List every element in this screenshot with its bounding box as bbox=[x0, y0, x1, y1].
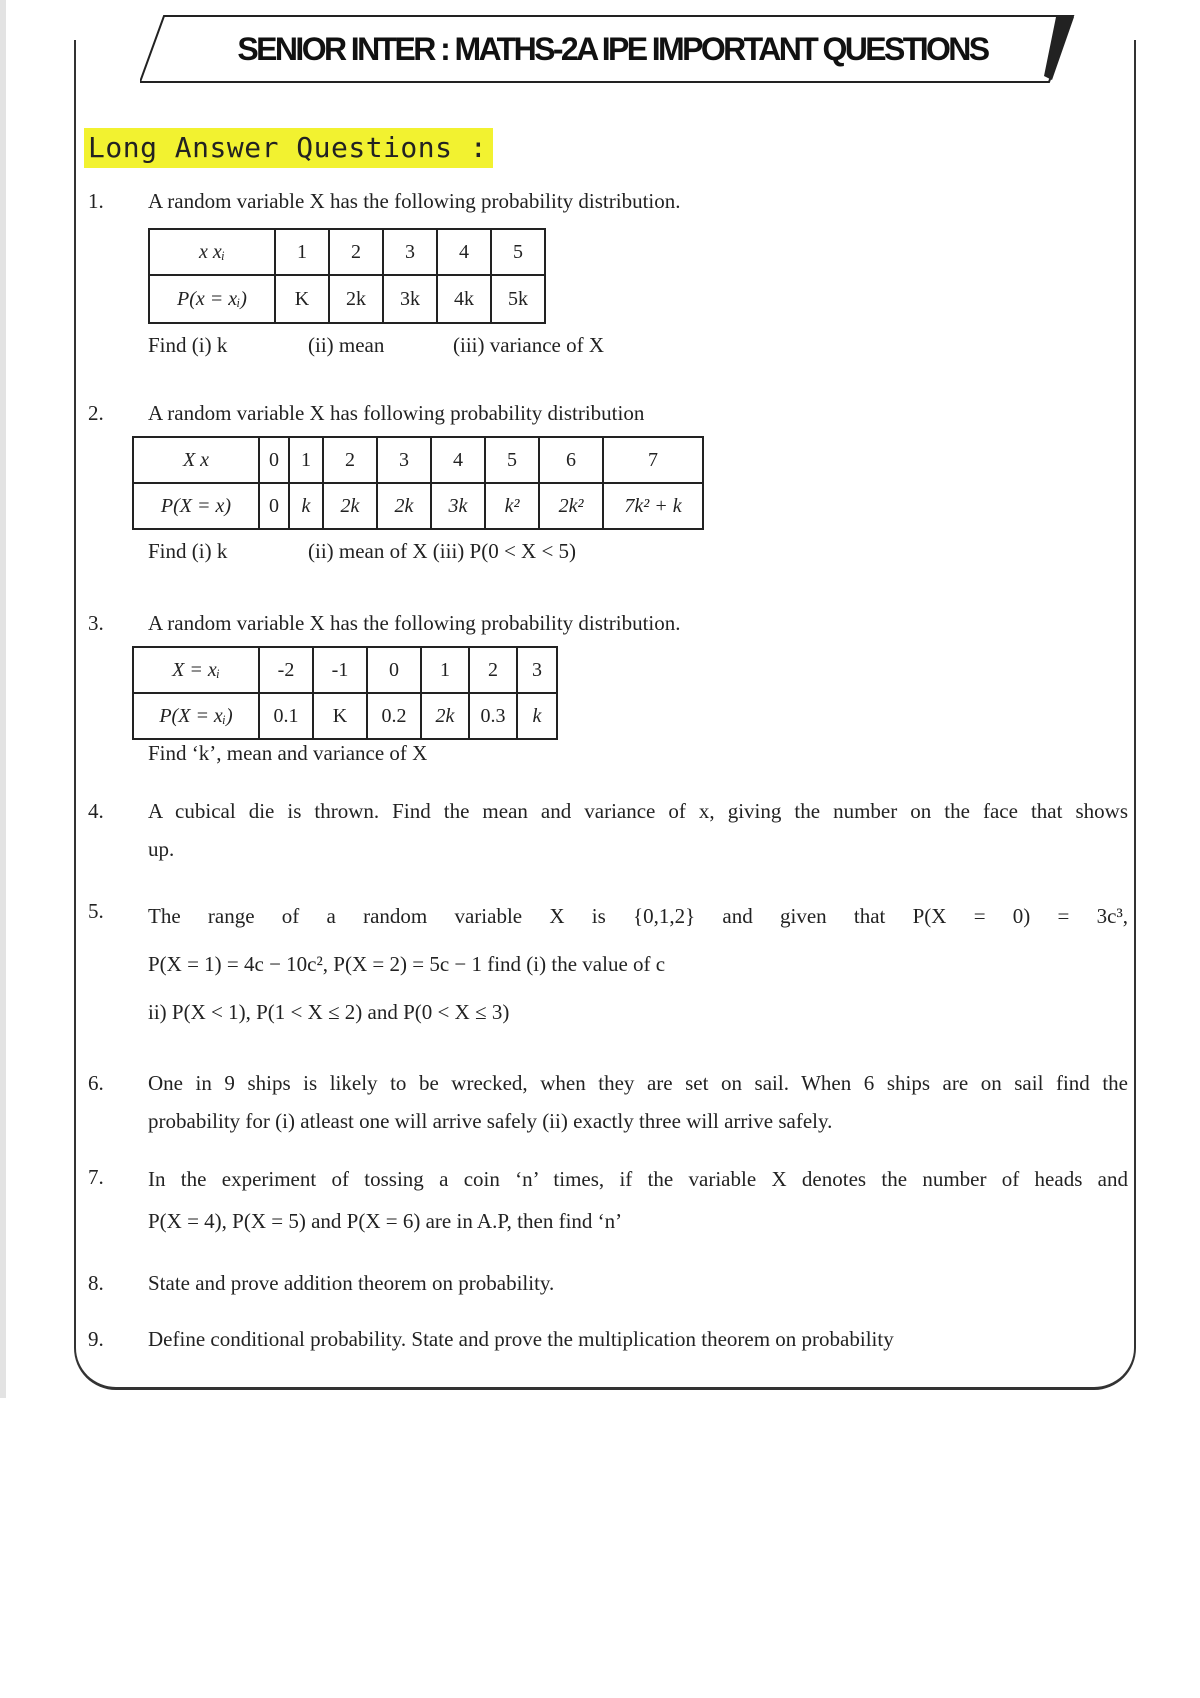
table-header-label: X = xᵢ bbox=[133, 647, 259, 693]
table-cell: 0.3 bbox=[469, 693, 517, 739]
question-line: Define conditional probability. State and prove the multiplication theorem on probability bbox=[148, 1327, 894, 1351]
question-line: P(X = 1) = 4c − 10c², P(X = 2) = 5c − 1 find (i) the value of c bbox=[148, 952, 666, 976]
find-part: (ii) mean of X (iii) P(0 < X < 5) bbox=[308, 539, 577, 563]
table-cell: 2k bbox=[377, 483, 431, 529]
question-number: 7. bbox=[88, 1165, 104, 1189]
distribution-table bbox=[132, 646, 558, 740]
table-cell: k² bbox=[485, 483, 539, 529]
table-cell: 2 bbox=[329, 229, 383, 275]
question-line: probability for (i) atleast one will arrive safely (ii) exactly three will arrive safely. bbox=[148, 1109, 833, 1133]
question-number: 4. bbox=[88, 799, 104, 823]
table-cell: 2k bbox=[323, 483, 377, 529]
table-cell: -1 bbox=[313, 647, 367, 693]
find-part: (ii) mean bbox=[308, 333, 385, 357]
header-banner bbox=[140, 14, 1075, 84]
table-cell: 3 bbox=[517, 647, 557, 693]
table-cell: 5k bbox=[491, 275, 545, 323]
question-line: In the experiment of tossing a coin ‘n’ times, if the variable X denotes the number of heads and bbox=[148, 1167, 1128, 1191]
table-cell: 2k bbox=[421, 693, 469, 739]
table-header-label: X x bbox=[133, 437, 259, 483]
table-cell: 5 bbox=[491, 229, 545, 275]
question-line: ii) P(X < 1), P(1 < X ≤ 2) and P(0 < X ≤ 3) bbox=[148, 1000, 510, 1024]
table-cell: -2 bbox=[259, 647, 313, 693]
find-line bbox=[148, 326, 1128, 364]
table-cell: K bbox=[275, 275, 329, 323]
find-part: Find (i) k bbox=[148, 333, 228, 357]
section-heading: Long Answer Questions : bbox=[84, 128, 493, 168]
question-line: State and prove addition theorem on probability. bbox=[148, 1271, 555, 1295]
question-number: 6. bbox=[88, 1071, 104, 1095]
question-line: up. bbox=[148, 837, 175, 861]
find-line bbox=[132, 532, 1112, 570]
table-header-label: x xᵢ bbox=[149, 229, 275, 275]
table-cell: k bbox=[517, 693, 557, 739]
table-cell: 7 bbox=[603, 437, 703, 483]
table-cell: 0.2 bbox=[367, 693, 421, 739]
question-number: 2. bbox=[88, 401, 104, 425]
find-part: Find ‘k’, mean and variance of X bbox=[148, 741, 428, 765]
table-cell: K bbox=[313, 693, 367, 739]
table-cell: 2 bbox=[323, 437, 377, 483]
question-text: A random variable X has following probability distribution bbox=[148, 401, 645, 425]
question-number: 9. bbox=[88, 1327, 104, 1351]
table-cell: 4 bbox=[431, 437, 485, 483]
table-prob-label: P(X = xᵢ) bbox=[133, 693, 259, 739]
table-cell: 6 bbox=[539, 437, 603, 483]
find-part: Find (i) k bbox=[148, 539, 228, 563]
table-cell: 1 bbox=[289, 437, 323, 483]
question-number: 8. bbox=[88, 1271, 104, 1295]
distribution-table bbox=[148, 228, 546, 324]
table-cell: 2k bbox=[329, 275, 383, 323]
table-cell: 3 bbox=[377, 437, 431, 483]
table-cell: 4 bbox=[437, 229, 491, 275]
table-prob-label: P(X = x) bbox=[133, 483, 259, 529]
left-edge-strip bbox=[0, 0, 6, 1398]
table-cell: 4k bbox=[437, 275, 491, 323]
table-cell: 1 bbox=[421, 647, 469, 693]
table-cell: 3k bbox=[383, 275, 437, 323]
question-line: P(X = 4), P(X = 5) and P(X = 6) are in A.P, then find ‘n’ bbox=[148, 1209, 623, 1233]
distribution-table bbox=[132, 436, 704, 530]
table-cell: 0.1 bbox=[259, 693, 313, 739]
question-line: The range of a random variable X is {0,1,2} and given that P(X = 0) = 3c³, bbox=[148, 904, 1128, 928]
find-line bbox=[132, 734, 1112, 772]
table-cell: 0 bbox=[259, 437, 289, 483]
table-cell: 5 bbox=[485, 437, 539, 483]
question-number: 1. bbox=[88, 189, 104, 213]
question-line: One in 9 ships is likely to be wrecked, when they are set on sail. When 6 ships are on sail find the bbox=[148, 1071, 1128, 1095]
table-prob-label: P(x = xᵢ) bbox=[149, 275, 275, 323]
table-cell: 0 bbox=[367, 647, 421, 693]
question-number: 3. bbox=[88, 611, 104, 635]
table-cell: 7k² + k bbox=[603, 483, 703, 529]
page-title: SENIOR INTER : MATHS-2A IPE IMPORTANT QUESTIONS bbox=[237, 30, 988, 67]
table-cell: 2 bbox=[469, 647, 517, 693]
table-cell: 2k² bbox=[539, 483, 603, 529]
question-text: A random variable X has the following probability distribution. bbox=[148, 189, 681, 213]
question-text: A random variable X has the following probability distribution. bbox=[148, 611, 681, 635]
table-cell: 0 bbox=[259, 483, 289, 529]
table-cell: 1 bbox=[275, 229, 329, 275]
table-cell: 3 bbox=[383, 229, 437, 275]
find-part: (iii) variance of X bbox=[453, 333, 605, 357]
table-cell: k bbox=[289, 483, 323, 529]
question-line: A cubical die is thrown. Find the mean and variance of x, giving the number on the face that shows bbox=[148, 799, 1128, 823]
table-cell: 3k bbox=[431, 483, 485, 529]
question-number: 5. bbox=[88, 899, 104, 923]
